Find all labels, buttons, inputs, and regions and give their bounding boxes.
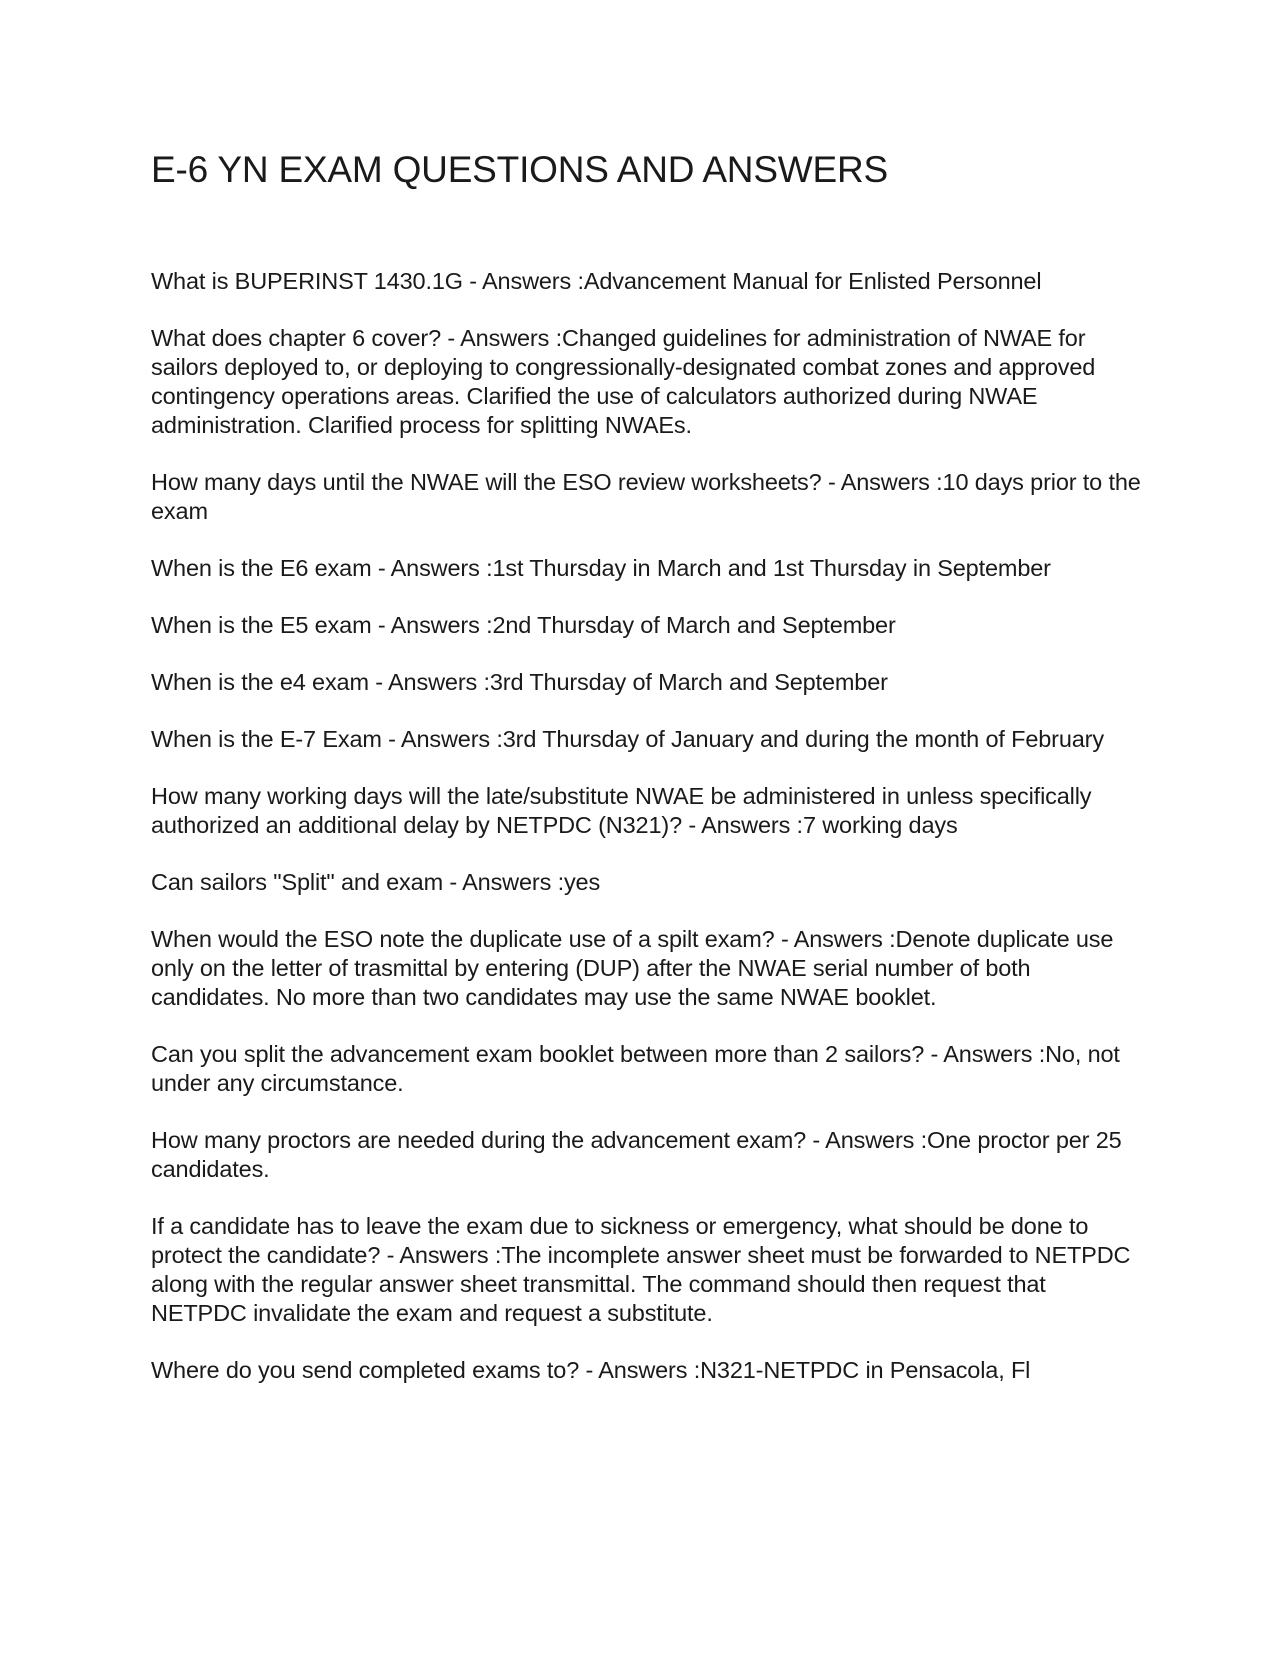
- qa-item: When is the E5 exam - Answers :2nd Thursday of March and September: [151, 612, 896, 638]
- qa-item: How many working days will the late/substitute NWAE be administered in unless specifically authorized an additional delay by NETPDC (N321)? - Answers :7 working days: [151, 783, 1092, 838]
- qa-item: When is the E6 exam - Answers :1st Thursday in March and 1st Thursday in September: [151, 555, 1051, 581]
- qa-item: Can you split the advancement exam booklet between more than 2 sailors? - Answers :No, not under any circumstance.: [151, 1041, 1120, 1096]
- qa-item: When would the ESO note the duplicate use of a spilt exam? - Answers :Denote duplicate use only on the letter of trasmittal by entering (DUP) after the NWAE serial number of both candidates. No more than two candidates may use the same NWAE booklet.: [151, 926, 1114, 1010]
- qa-item: When is the E-7 Exam - Answers :3rd Thursday of January and during the month of February: [151, 726, 1104, 752]
- qa-item: If a candidate has to leave the exam due to sickness or emergency, what should be done to protect the candidate? - Answers :The incomplete answer sheet must be forwarded to NETPDC along with the regular answer sheet transmittal. The command should then request that NETPDC invalidate the exam and request a substitute.: [151, 1213, 1131, 1326]
- qa-item: What does chapter 6 cover? - Answers :Changed guidelines for administration of NWAE for sailors deployed to, or deploying to congressionally-designated combat zones and approved contingency operations areas. Clarified the use of calculators authorized during NWAE administration. Clarified process for splitting NWAEs.: [151, 325, 1096, 438]
- qa-item: What is BUPERINST 1430.1G - Answers :Advancement Manual for Enlisted Personnel: [151, 268, 1042, 294]
- qa-item: How many proctors are needed during the advancement exam? - Answers :One proctor per 25 candidates.: [151, 1127, 1122, 1182]
- qa-item: Where do you send completed exams to? - Answers :N321-NETPDC in Pensacola, Fl: [151, 1357, 1031, 1383]
- document-title: E-6 YN EXAM QUESTIONS AND ANSWERS: [151, 149, 888, 190]
- qa-item: Can sailors "Split" and exam - Answers :yes: [151, 869, 601, 895]
- qa-item: When is the e4 exam - Answers :3rd Thursday of March and September: [151, 669, 888, 695]
- qa-item: How many days until the NWAE will the ESO review worksheets? - Answers :10 days prior to the exam: [151, 469, 1141, 524]
- qa-list: [151, 267, 1141, 1385]
